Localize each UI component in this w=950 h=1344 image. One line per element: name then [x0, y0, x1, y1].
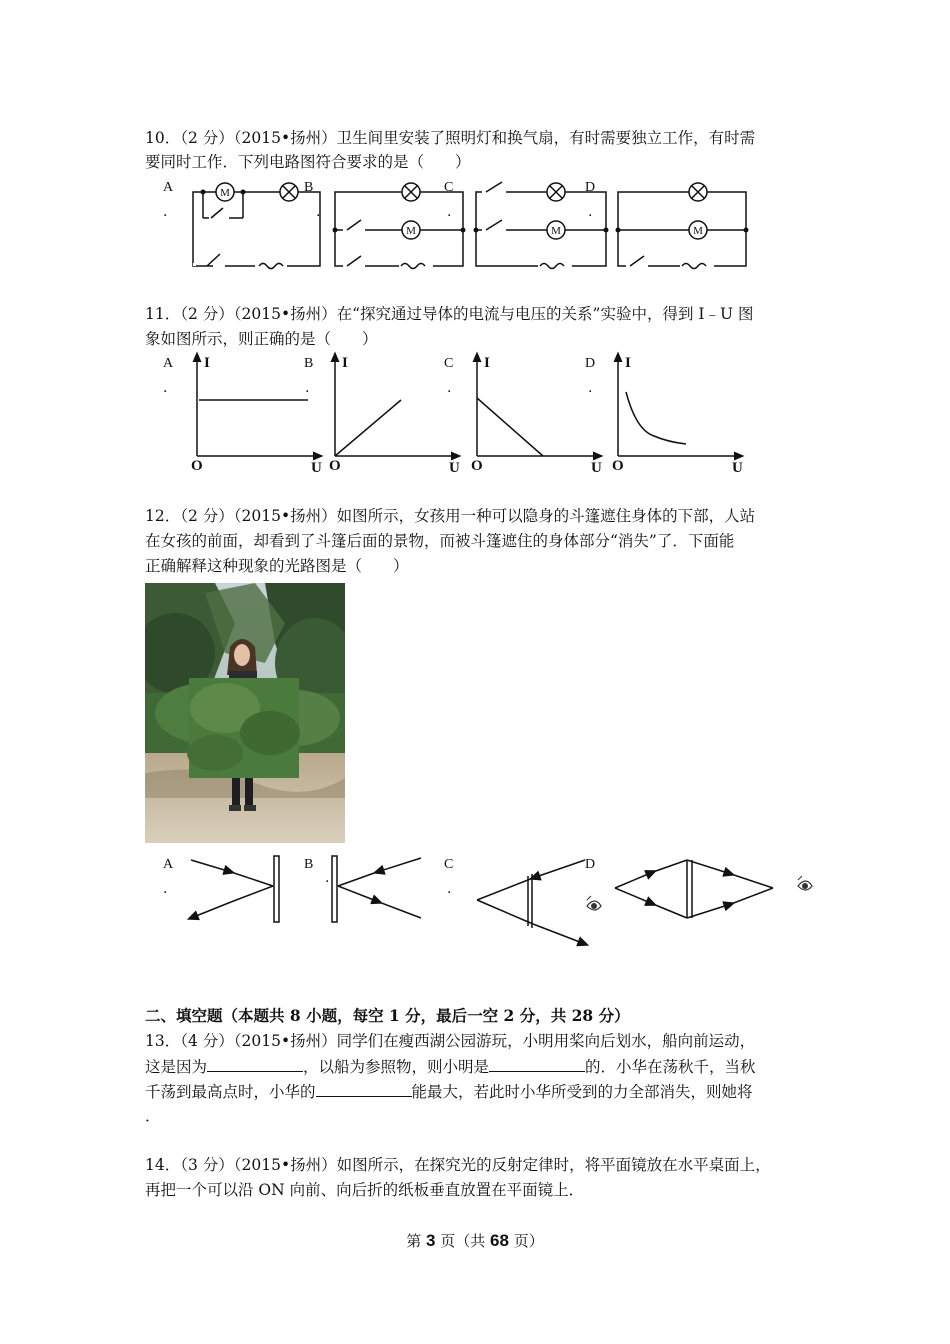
q11-b-origin: O [329, 458, 341, 474]
q11-option-d-label: D [585, 356, 596, 371]
q12-diagram-d [615, 860, 773, 918]
girl-invisibility-cloak-photo [145, 583, 345, 843]
q12-option-b-label: B [304, 857, 314, 872]
q12-option-a-label: A [163, 857, 174, 872]
q13-text-line1: 13．（4 分）（2015•扬州）同学们在瘦西湖公园游玩，小明用桨向后划水，船向前运动， [145, 1032, 756, 1050]
q11-b-axis-u: U [449, 460, 460, 475]
q10-option-b-dot: . [316, 204, 321, 220]
q10-motor-c: M [551, 225, 561, 237]
q12-diagram-a [191, 856, 279, 922]
q11-option-c-label: C [444, 356, 454, 371]
q11-option-c-dot: . [447, 380, 452, 396]
q10-option-b-label: B [304, 180, 314, 195]
q12-text-line1: 12．（2 分）（2015•扬州）如图所示，女孩用一种可以隐身的斗篷遮住身体的下部，人站 [145, 507, 756, 525]
page-footer [0, 1230, 950, 1251]
footer-total-pages: 68 [490, 1231, 509, 1250]
footer-page-number: 3 [426, 1231, 436, 1250]
q10-option-c-dot: . [447, 204, 452, 220]
eye-icon [587, 896, 601, 910]
q10-motor-b: M [406, 225, 416, 237]
q11-option-b-dot: . [305, 380, 310, 396]
q11-option-a-label: A [163, 356, 174, 371]
q13-line2-part-c: 的．小华在荡秋千，当秋 [585, 1058, 756, 1076]
q10-motor-d: M [693, 225, 703, 237]
q13-text-line4: ． [145, 1107, 161, 1125]
q11-graph-b [335, 356, 457, 456]
footer-middle: 页（共 [435, 1232, 491, 1250]
q12-option-b-dot: . [325, 870, 330, 886]
q11-option-d-dot: . [588, 380, 593, 396]
q10-option-d-dot: . [588, 204, 593, 220]
q13-line3-part-b: 能最大，若此时小华所受到的力全部消失，则她将 [411, 1083, 753, 1101]
q10-option-c-label: C [444, 180, 454, 195]
q13-text-line3 [145, 1081, 753, 1102]
q11-d-axis-u: U [732, 460, 743, 475]
q10-circuit-diagrams [185, 178, 755, 273]
q11-a-origin: O [191, 458, 203, 474]
q13-blank-2[interactable] [489, 1056, 585, 1072]
q11-c-axis-u: U [591, 460, 602, 475]
q14-text-line2: 再把一个可以沿 ON 向前、向后折的纸板垂直放置在平面镜上． [145, 1181, 585, 1199]
q12-option-c-dot: . [447, 881, 452, 897]
q14-text-line1: 14．（3 分）（2015•扬州）如图所示，在探究光的反射定律时，将平面镜放在水平桌面上， [145, 1156, 771, 1174]
q10-option-a-label: A [163, 180, 174, 195]
q10-circuit-a [193, 183, 320, 269]
q13-text-line2 [145, 1056, 756, 1077]
q11-text-line1: 11．（2 分）（2015•扬州）在“探究通过导体的电流与电压的关系”实验中，得到 I﹣U 图 [145, 305, 754, 323]
q11-d-axis-i: I [625, 355, 631, 371]
q11-graph-c [477, 356, 599, 456]
q13-line2-part-a: 这是因为 [145, 1058, 208, 1076]
q11-d-origin: O [612, 458, 624, 474]
q12-option-d-label: D [585, 857, 596, 872]
q11-iu-graphs [185, 350, 755, 475]
q12-option-a-dot: . [163, 881, 168, 897]
q12-diagram-b [332, 856, 421, 922]
q11-a-axis-i: I [204, 355, 210, 371]
q10-option-d-label: D [585, 180, 596, 195]
q12-diagram-c [477, 860, 585, 944]
q13-line3-part-a: 千荡到最高点时，小华的 [145, 1083, 316, 1101]
q10-option-a-dot: . [163, 204, 168, 220]
q11-c-origin: O [471, 458, 483, 474]
footer-prefix: 第 [406, 1232, 427, 1250]
q10-text-line1: 10．（2 分）（2015•扬州）卫生间里安装了照明灯和换气扇，有时需要独立工作，有时需 [145, 129, 756, 147]
q10-circuit-b [335, 183, 463, 269]
q11-option-a-dot: . [163, 380, 168, 396]
q13-blank-1[interactable] [207, 1056, 303, 1072]
footer-suffix: 页） [508, 1232, 544, 1250]
q10-circuit-d [618, 183, 746, 269]
q12-light-path-diagrams [185, 850, 835, 950]
q12-text-line3: 正确解释这种现象的光路图是（ ） [145, 557, 409, 575]
q11-a-axis-u: U [311, 460, 322, 475]
q11-c-axis-i: I [484, 355, 490, 371]
q11-graph-d [618, 356, 740, 456]
q13-blank-3[interactable] [316, 1081, 412, 1097]
eye-icon [798, 876, 812, 890]
section2-heading: 二、填空题（本题共 8 小题，每空 1 分，最后一空 2 分，共 28 分） [145, 1006, 630, 1025]
q12-text-line2: 在女孩的前面，却看到了斗篷后面的景物，而被斗篷遮住的身体部分“消失”了．下面能 [145, 532, 735, 550]
q11-graph-a [197, 356, 319, 456]
q10-motor-a: M [220, 187, 230, 199]
q11-b-axis-i: I [342, 355, 348, 371]
q11-option-b-label: B [304, 356, 314, 371]
q12-option-c-label: C [444, 857, 454, 872]
q10-circuit-c [476, 182, 606, 269]
q11-text-line2: 象如图所示，则正确的是（ ） [145, 330, 378, 348]
q10-text-line2: 要同时工作．下列电路图符合要求的是（ ） [145, 153, 471, 171]
q13-line2-part-b: ，以船为参照物，则小明是 [303, 1058, 490, 1076]
